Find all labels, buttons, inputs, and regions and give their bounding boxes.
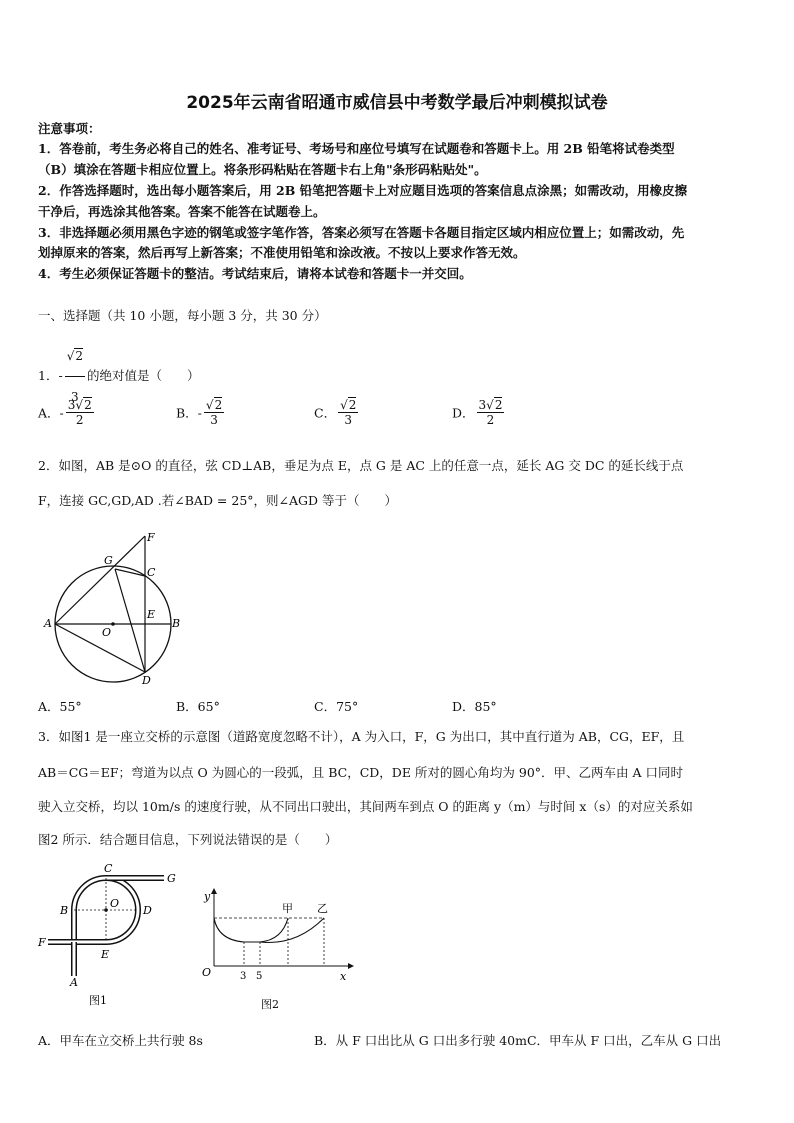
page-title: 2025年云南省昭通市威信县中考数学最后冲刺模拟试卷 (186, 93, 608, 113)
fig2-label-jia: 甲 (282, 902, 293, 915)
notice-line: 4．考生必须保证答题卡的整洁。考试结束后，请将本试卷和答题卡一并交回。 (38, 266, 472, 281)
fig1-label-c: C (104, 862, 113, 875)
q2-options (38, 697, 760, 715)
notice-heading: 注意事项： (38, 121, 101, 136)
q1-fraction: $\frac{√2}{3}$ (65, 336, 85, 417)
q3-graph-figure (198, 884, 358, 1012)
label-d: D (142, 674, 151, 687)
label-f: F (147, 531, 155, 544)
q3-stem-line: AB＝CG＝EF；弯道为以点 O 为圆心的一段弧，且 BC，CD，DE 所对的圆心角均为 90°．甲、乙两车由 A 口同时 (38, 765, 684, 780)
q1-option-d[interactable]: D． $\frac{3√2}{2}$ (452, 398, 503, 427)
q1-option-b[interactable]: B．- $\frac{√2}{3}$ (176, 398, 223, 427)
q1-options (38, 398, 760, 442)
label-g: G (104, 554, 113, 567)
label-b: B (172, 617, 181, 630)
section-heading: 一、选择题（共 10 小题，每小题 3 分，共 30 分） (38, 308, 327, 323)
notice-line: 3．非选择题必须用黑色字迹的钢笔或签字笔作答，答案必须写在答题卡各题目指定区域内相应位置上；如需改动，先 (38, 225, 685, 240)
q3-stem-line: 3．如图1 是一座立交桥的示意图（道路宽度忽略不计），A 为入口，F，G 为出口，其中直行道为 AB，CG，EF，且 (38, 729, 685, 744)
fig2-caption: 图2 (261, 998, 279, 1011)
q3-interchange-figure (34, 860, 184, 1010)
fig1-label-a: A (70, 976, 78, 989)
q3-option-a[interactable]: A．甲车在立交桥上共行驶 8s (38, 1033, 203, 1048)
notice-line: 1．答卷前，考生务必将自己的姓名、准考证号、考场号和座位号填写在试题卷和答题卡上。用 2B 铅笔将试卷类型 (38, 141, 675, 156)
q1-stem: 的绝对值是（ ） (86, 368, 200, 383)
label-o: O (102, 626, 112, 639)
fig1-label-b: B (60, 904, 69, 917)
label-c: C (147, 566, 156, 579)
q2-option-b[interactable]: B．65° (176, 699, 220, 714)
fig2-origin: O (202, 966, 212, 979)
q3-stem-line: 图2 所示．结合题目信息，下列说法错误的是（ ） (38, 832, 338, 847)
fig1-label-f: F (38, 936, 46, 949)
q2-stem-line: 2．如图，AB 是⊙O 的直径，弦 CD⊥AB，垂足为点 E，点 G 是 AC 上的任意一点，延长 AG 交 DC 的延长线于点 (38, 458, 684, 473)
notice-line: （B）填涂在答题卡相应位置上。将条形码粘贴在答题卡右上角"条形码粘贴处"。 (38, 162, 487, 177)
fig1-label-g: G (167, 872, 176, 885)
notice-line: 2．作答选择题时，选出每小题答案后，用 2B 铅笔把答题卡上对应题目选项的答案信息点涂黑；如需改动，用橡皮擦 (38, 183, 688, 198)
fig2-axis-y: y (204, 890, 211, 903)
q1-option-a[interactable]: A．- $\frac{3√2}{2}$ (38, 398, 92, 427)
fig2-tick-3: 3 (240, 971, 247, 982)
question-1 (38, 336, 760, 404)
q1-prefix: 1．- (38, 368, 63, 383)
fig2-tick-5: 5 (256, 971, 263, 982)
q3-options (38, 1031, 760, 1049)
fig1-label-e: E (101, 948, 110, 961)
fig1-label-o: O (110, 897, 120, 910)
q3-stem-line: 驶入立交桥，均以 10m/s 的速度行驶，从不同出口驶出，其间两车到点 O 的距离 y（m）与时间 x（s）的对应关系如 (38, 799, 693, 814)
notice-line: 划掉原来的答案，然后再写上新答案；不准使用铅笔和涂改液。不按以上要求作答无效。 (38, 245, 526, 260)
q2-circle-figure (38, 528, 188, 688)
q2-option-d[interactable]: D．85° (452, 699, 497, 714)
notice-line: 干净后，再选涂其他答案。答案不能答在试题卷上。 (38, 204, 326, 219)
q3-option-bc[interactable]: B．从 F 口出比从 G 口出多行驶 40mC．甲车从 F 口出，乙车从 G 口出 (314, 1033, 722, 1048)
fig1-label-d: D (143, 904, 152, 917)
fig2-axis-x: x (340, 970, 347, 983)
label-e: E (147, 608, 156, 621)
q1-option-c[interactable]: C． $\frac{√2}{3}$ (314, 398, 357, 427)
q2-option-a[interactable]: A．55° (38, 699, 82, 714)
fig2-label-yi: 乙 (317, 902, 328, 915)
fig1-caption: 图1 (89, 994, 107, 1007)
q2-stem-line: F，连接 GC,GD,AD .若∠BAD = 25°，则∠AGD 等于（ ） (38, 493, 398, 508)
q2-option-c[interactable]: C．75° (314, 699, 359, 714)
label-a: A (44, 617, 52, 630)
